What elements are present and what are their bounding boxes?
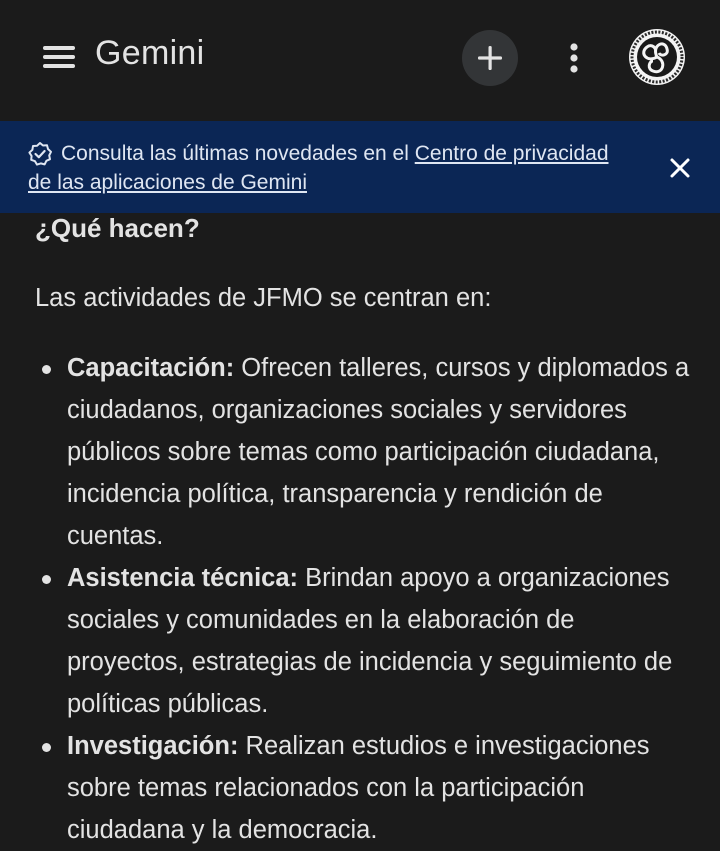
intro-paragraph: Las actividades de JFMO se centran en: (35, 284, 492, 312)
list-item-text: Ofrecen talleres, cursos y diplomados a ciudadanos, organizaciones sociales y servidores públicos sobre temas como participación ciudadana, incidencia política, transparencia y rendición de cuentas. (67, 354, 690, 550)
list-item-title: Capacitación: (67, 354, 235, 382)
app-title: Gemini (95, 34, 205, 72)
section-heading: ¿Qué hacen? (35, 213, 200, 243)
list-item-title: Asistencia técnica: (67, 564, 299, 592)
list-item-text: Brindan apoyo a organizaciones sociales y comunidades en la elaboración de proyectos, estrategias de incidencia y seguimiento de políticas públicas. (67, 564, 673, 718)
banner-message (28, 140, 628, 197)
hamburger-menu-icon-line (43, 64, 75, 68)
list-item (0, 347, 720, 557)
top-app-bar (0, 0, 720, 120)
menu-button[interactable] (38, 38, 80, 78)
response-content (0, 213, 720, 851)
list-item (0, 557, 720, 725)
banner-close-button[interactable] (662, 150, 698, 186)
account-avatar[interactable] (629, 29, 685, 85)
close-icon (669, 157, 691, 179)
list-item (0, 725, 720, 851)
hamburger-menu-icon (43, 46, 75, 50)
new-chat-button[interactable] (462, 30, 518, 86)
more-vert-icon (566, 42, 582, 74)
activities-list (0, 347, 720, 851)
hamburger-menu-icon-line (43, 55, 75, 59)
triskelion-avatar-icon (629, 29, 685, 85)
more-options-button[interactable] (556, 36, 592, 80)
list-item-text: Realizan estudios e investigaciones sobre temas relacionados con la participación ciudadana y la democracia. (67, 732, 650, 844)
banner-message-prefix: Consulta las últimas novedades en el (61, 142, 415, 165)
plus-icon (476, 44, 504, 72)
privacy-center-link[interactable]: Centro de privacidad de las aplicaciones de Gemini (28, 142, 609, 194)
list-item-title: Investigación: (67, 732, 239, 760)
